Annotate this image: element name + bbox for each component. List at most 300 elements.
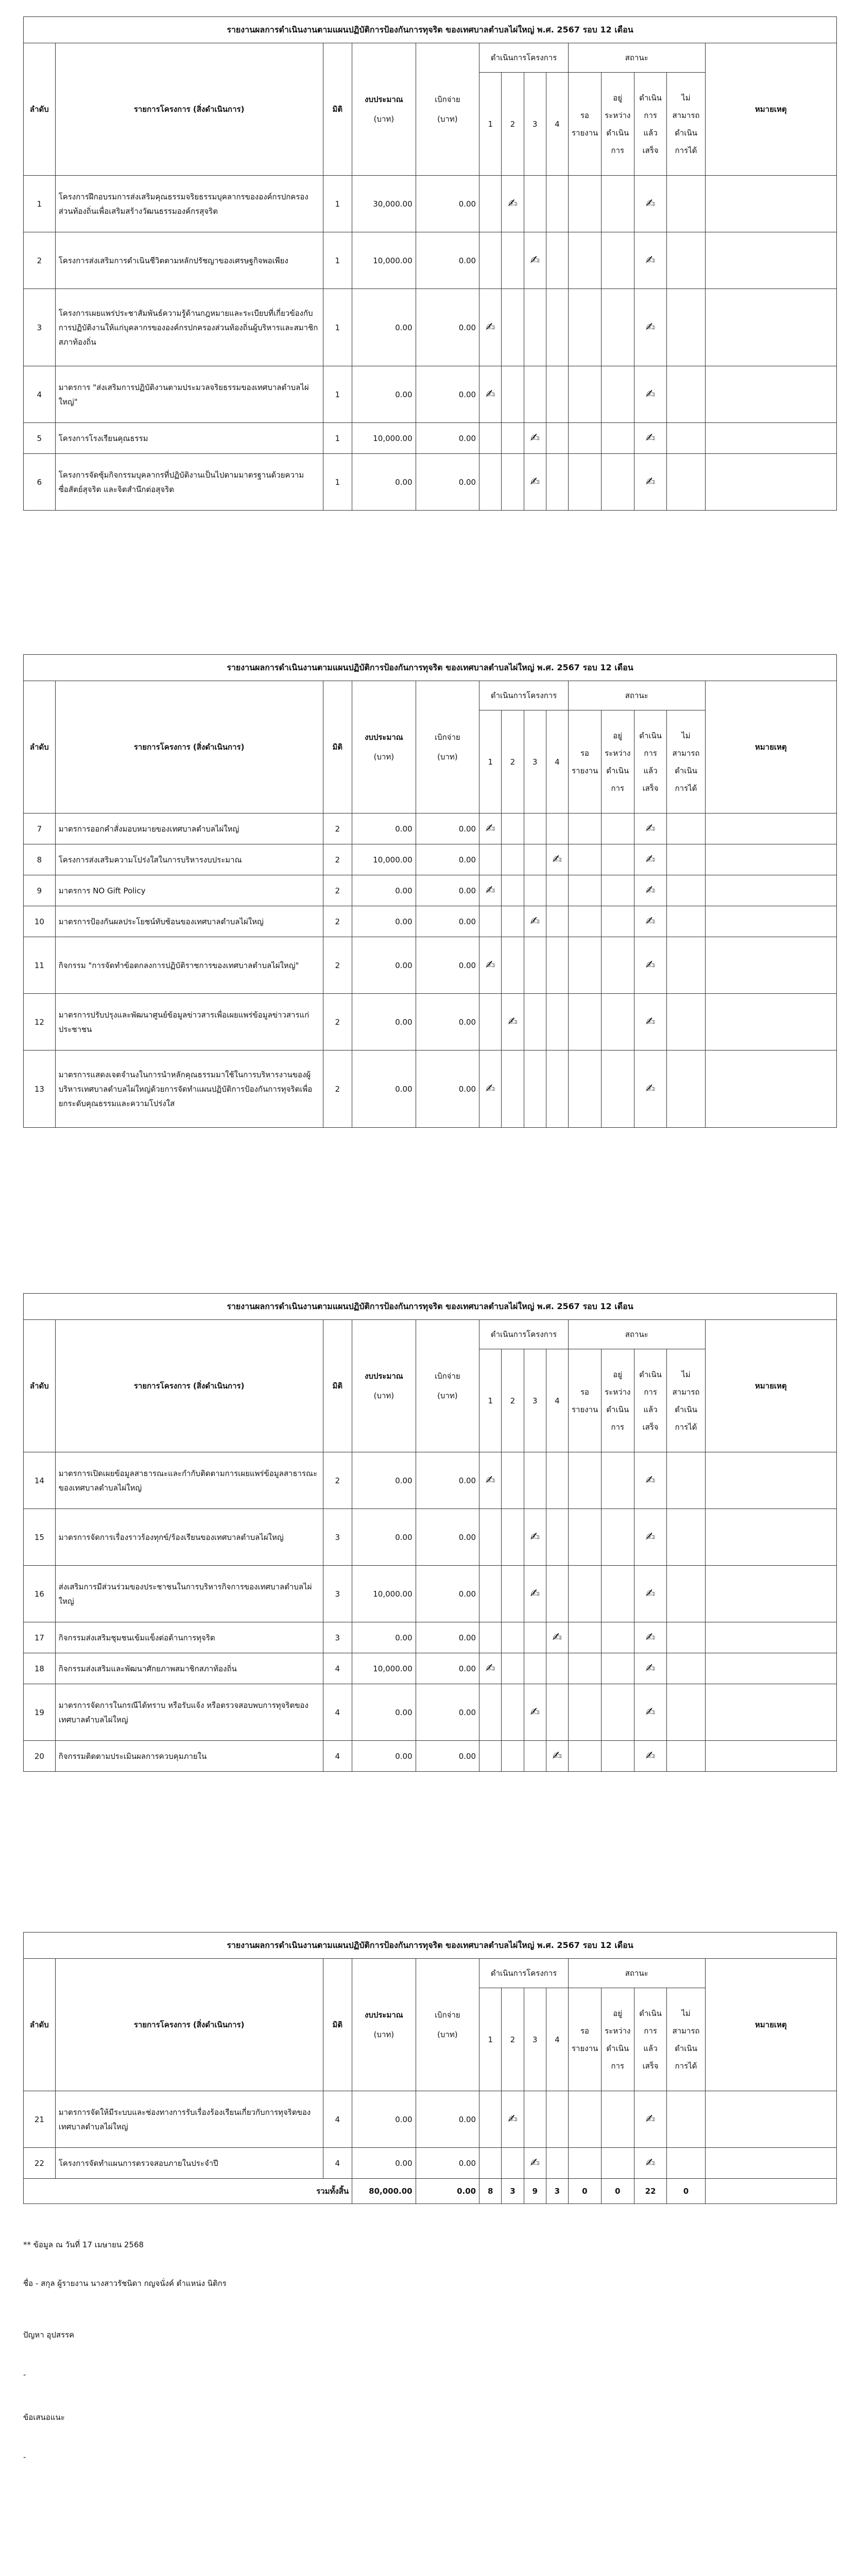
row-project-name: มาตรการเปิดเผยข้อมูลสาธารณะและกำกับติดตามการเผยแพร่ข้อมูลสาธารณะของเทศบาลตำบลไผ่ใหญ่ — [55, 1452, 323, 1509]
row-quarter-2 — [502, 937, 524, 994]
row-quarter-3 — [524, 1566, 546, 1622]
row-status-3 — [634, 1566, 667, 1622]
row-project-name: ส่งเสริมการมีส่วนร่วมของประชาชนในการบริหารกิจการของเทศบาลตำบลไผ่ใหญ่ — [55, 1566, 323, 1622]
row-dim: 4 — [323, 1684, 352, 1741]
check-mark-icon: ✍ — [645, 1531, 656, 1544]
col-header-status: สถานะ — [568, 1320, 705, 1349]
col-header-project: รายการโครงการ (สิ่งดำเนินการ) — [55, 1959, 323, 2091]
row-project-name: โครงการเผยแพร่ประชาสัมพันธ์ความรู้ด้านกฎหมายและระเบียบที่เกี่ยวข้องกับการปฏิบัติงานให้แก่บุคลากรขององค์กรปกครองส่วนท้องถิ่นผู้บริหารและสมาชิกสภาท้องถิ่น — [55, 289, 323, 366]
row-dim: 1 — [323, 423, 352, 454]
row-budget: 10,000.00 — [352, 1566, 416, 1622]
row-quarter-4 — [546, 1050, 568, 1128]
check-mark-icon: ✍ — [645, 1662, 656, 1675]
row-quarter-1 — [479, 1050, 502, 1128]
check-mark-icon: ✍ — [530, 1706, 540, 1719]
row-quarter-2 — [502, 1509, 524, 1566]
row-quarter-2 — [502, 1566, 524, 1622]
col-header-quarter-q2: 2 — [502, 1349, 524, 1452]
row-quarter-3 — [524, 1509, 546, 1566]
check-mark-icon: ✍ — [645, 1750, 656, 1762]
row-spent: 0.00 — [416, 1653, 479, 1684]
row-status-1 — [568, 814, 601, 844]
check-mark-icon: ✍ — [486, 321, 495, 334]
row-status-4 — [667, 814, 705, 844]
row-quarter-1 — [479, 1566, 502, 1622]
row-quarter-4 — [546, 1509, 568, 1566]
row-dim: 2 — [323, 1050, 352, 1128]
row-no: 9 — [24, 875, 56, 906]
table-row — [24, 1684, 837, 1741]
row-budget: 0.00 — [352, 1509, 416, 1566]
col-header-budget-unit: (บาท) — [373, 1391, 394, 1400]
row-project-name: มาตรการ NO Gift Policy — [55, 875, 323, 906]
suggestion-value: - — [23, 2452, 26, 2462]
col-header-status-doing: อยู่ระหว่างดำเนินการ — [601, 710, 634, 814]
row-budget: 0.00 — [352, 814, 416, 844]
totals-done: 22 — [634, 2179, 667, 2204]
col-header-progress: ดำเนินการโครงการ — [479, 1320, 569, 1349]
check-mark-icon: ✍ — [530, 254, 540, 267]
report-table-4 — [23, 1932, 837, 2204]
row-dim: 2 — [323, 875, 352, 906]
row-status-3 — [634, 289, 667, 366]
col-header-status-wait: รอรายงาน — [568, 710, 601, 814]
row-quarter-3 — [524, 176, 546, 232]
row-budget: 0.00 — [352, 1452, 416, 1509]
row-status-2 — [601, 1622, 634, 1653]
row-remark — [705, 814, 836, 844]
row-remark — [705, 454, 836, 511]
row-status-1 — [568, 844, 601, 875]
row-quarter-4 — [546, 2091, 568, 2148]
row-status-1 — [568, 875, 601, 906]
row-status-1 — [568, 1684, 601, 1741]
table-row — [24, 814, 837, 844]
col-header-status-cannot: ไม่สามารถดำเนินการได้ — [667, 1988, 705, 2091]
col-header-budget-unit: (บาท) — [373, 752, 394, 761]
row-quarter-1 — [479, 1452, 502, 1509]
report-title: รายงานผลการดำเนินงานตามแผนปฏิบัติการป้องกันการทุจริต ของเทศบาลตำบลไผ่ใหญ่ พ.ศ. 2567 รอบ 12 เดือน — [24, 1933, 837, 1959]
row-project-name: มาตรการจัดให้มีระบบและช่องทางการรับเรื่องร้องเรียนเกี่ยวกับการทุจริตของเทศบาลตำบลไผ่ใหญ่ — [55, 2091, 323, 2148]
row-no: 21 — [24, 2091, 56, 2148]
col-header-remark: หมายเหตุ — [705, 43, 836, 176]
row-status-3 — [634, 1741, 667, 1772]
row-quarter-2 — [502, 906, 524, 937]
col-header-quarter-q4: 4 — [546, 1349, 568, 1452]
row-status-1 — [568, 1653, 601, 1684]
row-spent: 0.00 — [416, 232, 479, 289]
row-dim: 1 — [323, 289, 352, 366]
row-remark — [705, 937, 836, 994]
row-dim: 1 — [323, 454, 352, 511]
totals-doing: 0 — [601, 2179, 634, 2204]
row-dim: 4 — [323, 2148, 352, 2179]
row-status-3 — [634, 994, 667, 1050]
row-status-2 — [601, 814, 634, 844]
col-header-budget-unit: (บาท) — [373, 114, 394, 124]
col-header-no: ลำดับ — [24, 1320, 56, 1452]
row-project-name: มาตรการแสดงเจตจำนงในการนำหลักคุณธรรมมาใช้ในการบริหารงานของผู้บริหารเทศบาลตำบลไผ่ใหญ่ด้วยการจัดทำแผนปฏิบัติการป้องกันการทุจริตเพื่อยกระดับคุณธรรมและความโปร่งใส — [55, 1050, 323, 1128]
col-header-remark: หมายเหตุ — [705, 681, 836, 814]
check-mark-icon: ✍ — [486, 959, 495, 972]
row-spent: 0.00 — [416, 176, 479, 232]
row-status-3 — [634, 1622, 667, 1653]
row-quarter-4 — [546, 844, 568, 875]
row-status-2 — [601, 844, 634, 875]
row-status-4 — [667, 875, 705, 906]
check-mark-icon: ✍ — [530, 1587, 540, 1600]
col-header-no: ลำดับ — [24, 681, 56, 814]
row-quarter-3 — [524, 814, 546, 844]
row-quarter-4 — [546, 232, 568, 289]
row-remark — [705, 1653, 836, 1684]
totals-wait: 0 — [568, 2179, 601, 2204]
row-remark — [705, 844, 836, 875]
row-status-4 — [667, 1653, 705, 1684]
row-quarter-2 — [502, 1452, 524, 1509]
row-status-3 — [634, 423, 667, 454]
check-mark-icon: ✍ — [552, 1750, 562, 1762]
check-mark-icon: ✍ — [645, 476, 656, 488]
row-spent: 0.00 — [416, 289, 479, 366]
row-budget: 0.00 — [352, 1684, 416, 1741]
col-header-spent-unit: (บาท) — [437, 2030, 458, 2039]
check-mark-icon: ✍ — [486, 1662, 495, 1675]
row-quarter-1 — [479, 875, 502, 906]
row-spent: 0.00 — [416, 844, 479, 875]
row-spent: 0.00 — [416, 454, 479, 511]
table-row — [24, 994, 837, 1050]
table-row — [24, 1050, 837, 1128]
row-budget: 0.00 — [352, 1050, 416, 1128]
row-quarter-3 — [524, 2091, 546, 2148]
row-quarter-1 — [479, 1684, 502, 1741]
row-status-2 — [601, 454, 634, 511]
col-header-project: รายการโครงการ (สิ่งดำเนินการ) — [55, 681, 323, 814]
col-header-status-wait: รอรายงาน — [568, 1349, 601, 1452]
row-no: 10 — [24, 906, 56, 937]
row-status-2 — [601, 1050, 634, 1128]
row-status-1 — [568, 1741, 601, 1772]
row-quarter-4 — [546, 176, 568, 232]
row-quarter-1 — [479, 1622, 502, 1653]
row-dim: 2 — [323, 844, 352, 875]
row-project-name: กิจกรรมส่งเสริมและพัฒนาศักยภาพสมาชิกสภาท้องถิ่น — [55, 1653, 323, 1684]
col-header-spent — [416, 681, 479, 814]
row-status-4 — [667, 2148, 705, 2179]
col-header-quarter-q3: 3 — [524, 73, 546, 176]
col-header-quarter-q1: 1 — [479, 1988, 502, 2091]
row-status-1 — [568, 1566, 601, 1622]
row-quarter-1 — [479, 232, 502, 289]
table-row — [24, 2148, 837, 2179]
row-status-2 — [601, 423, 634, 454]
row-spent: 0.00 — [416, 937, 479, 994]
row-dim: 2 — [323, 814, 352, 844]
col-header-budget-label: งบประมาณ — [365, 1371, 403, 1381]
row-quarter-1 — [479, 423, 502, 454]
row-status-1 — [568, 289, 601, 366]
row-status-2 — [601, 1684, 634, 1741]
col-header-status-cannot: ไม่สามารถดำเนินการได้ — [667, 710, 705, 814]
row-status-4 — [667, 1050, 705, 1128]
row-no: 2 — [24, 232, 56, 289]
row-quarter-1 — [479, 454, 502, 511]
check-mark-icon: ✍ — [530, 432, 540, 445]
row-project-name: มาตรการจัดการในกรณีได้ทราบ หรือรับแจ้ง หรือตรวจสอบพบการทุจริตของเทศบาลตำบลไผ่ใหญ่ — [55, 1684, 323, 1741]
row-status-1 — [568, 366, 601, 423]
row-budget: 10,000.00 — [352, 1653, 416, 1684]
row-spent: 0.00 — [416, 875, 479, 906]
row-dim: 2 — [323, 994, 352, 1050]
table-row — [24, 844, 837, 875]
totals-q2: 3 — [502, 2179, 524, 2204]
totals-remark — [705, 2179, 836, 2204]
col-header-budget — [352, 43, 416, 176]
row-status-2 — [601, 2148, 634, 2179]
col-header-no: ลำดับ — [24, 1959, 56, 2091]
row-status-1 — [568, 2091, 601, 2148]
col-header-spent-unit: (บาท) — [437, 752, 458, 761]
report-table-3 — [23, 1293, 837, 1772]
col-header-spent-label: เบิกจ่าย — [434, 2010, 460, 2020]
row-dim: 1 — [323, 176, 352, 232]
row-remark — [705, 2148, 836, 2179]
check-mark-icon: ✍ — [645, 388, 656, 401]
col-header-status-cannot: ไม่สามารถดำเนินการได้ — [667, 1349, 705, 1452]
table-row — [24, 1622, 837, 1653]
row-status-1 — [568, 1509, 601, 1566]
row-status-4 — [667, 1622, 705, 1653]
row-status-3 — [634, 232, 667, 289]
row-status-4 — [667, 844, 705, 875]
table-row — [24, 289, 837, 366]
col-header-spent — [416, 43, 479, 176]
row-quarter-1 — [479, 2091, 502, 2148]
row-quarter-3 — [524, 1653, 546, 1684]
check-mark-icon: ✍ — [645, 1015, 656, 1028]
row-no: 3 — [24, 289, 56, 366]
row-budget: 0.00 — [352, 289, 416, 366]
row-quarter-4 — [546, 289, 568, 366]
table-row — [24, 454, 837, 511]
row-status-3 — [634, 906, 667, 937]
row-quarter-3 — [524, 366, 546, 423]
row-budget: 30,000.00 — [352, 176, 416, 232]
row-status-1 — [568, 176, 601, 232]
check-mark-icon: ✍ — [645, 853, 656, 866]
row-no: 22 — [24, 2148, 56, 2179]
check-mark-icon: ✍ — [645, 1474, 656, 1487]
table-row — [24, 1452, 837, 1509]
col-header-quarter-q1: 1 — [479, 73, 502, 176]
row-quarter-3 — [524, 844, 546, 875]
col-header-quarter-q2: 2 — [502, 1988, 524, 2091]
row-project-name: กิจกรรม "การจัดทำข้อตกลงการปฏิบัติราชการของเทศบาลตำบลไผ่ใหญ่" — [55, 937, 323, 994]
row-remark — [705, 2091, 836, 2148]
totals-cannot: 0 — [667, 2179, 705, 2204]
check-mark-icon: ✍ — [552, 853, 562, 866]
table-row — [24, 906, 837, 937]
row-quarter-2 — [502, 994, 524, 1050]
row-status-1 — [568, 232, 601, 289]
row-status-4 — [667, 1684, 705, 1741]
row-project-name: โครงการส่งเสริมความโปร่งใสในการบริหารงบประมาณ — [55, 844, 323, 875]
row-remark — [705, 1050, 836, 1128]
row-quarter-1 — [479, 1509, 502, 1566]
row-status-2 — [601, 1566, 634, 1622]
row-quarter-3 — [524, 994, 546, 1050]
row-budget: 0.00 — [352, 2148, 416, 2179]
col-header-dim: มิติ — [323, 43, 352, 176]
row-project-name: โครงการโรงเรียนคุณธรรม — [55, 423, 323, 454]
row-quarter-3 — [524, 1452, 546, 1509]
row-status-3 — [634, 454, 667, 511]
row-dim: 3 — [323, 1622, 352, 1653]
check-mark-icon: ✍ — [486, 388, 495, 401]
row-no: 11 — [24, 937, 56, 994]
col-header-quarter-q3: 3 — [524, 1988, 546, 2091]
row-remark — [705, 232, 836, 289]
col-header-quarter-q4: 4 — [546, 710, 568, 814]
col-header-budget-unit: (บาท) — [373, 2030, 394, 2039]
row-status-4 — [667, 2091, 705, 2148]
row-status-1 — [568, 1050, 601, 1128]
col-header-quarter-q3: 3 — [524, 1349, 546, 1452]
table-row — [24, 1653, 837, 1684]
row-status-2 — [601, 2091, 634, 2148]
row-no: 16 — [24, 1566, 56, 1622]
row-project-name: กิจกรรมส่งเสริมชุมชนเข้มแข็งต่อต้านการทุจริต — [55, 1622, 323, 1653]
data-date-note: ** ข้อมูล ณ วันที่ 17 เมษายน 2568 — [23, 2240, 144, 2249]
row-quarter-1 — [479, 844, 502, 875]
row-status-1 — [568, 2148, 601, 2179]
row-status-3 — [634, 2091, 667, 2148]
row-quarter-1 — [479, 1741, 502, 1772]
row-budget: 0.00 — [352, 1741, 416, 1772]
suggestion-label: ข้อเสนอแนะ — [23, 2413, 65, 2422]
row-status-4 — [667, 232, 705, 289]
col-header-spent-label: เบิกจ่าย — [434, 733, 460, 742]
row-dim: 1 — [323, 232, 352, 289]
row-dim: 4 — [323, 1653, 352, 1684]
row-status-3 — [634, 1653, 667, 1684]
totals-row — [24, 2179, 837, 2204]
col-header-spent-unit: (บาท) — [437, 114, 458, 124]
check-mark-icon: ✍ — [645, 915, 656, 928]
check-mark-icon: ✍ — [645, 959, 656, 972]
row-budget: 0.00 — [352, 937, 416, 994]
col-header-progress: ดำเนินการโครงการ — [479, 43, 569, 73]
col-header-budget — [352, 1320, 416, 1452]
row-remark — [705, 1741, 836, 1772]
col-header-status-done: ดำเนินการแล้วเสร็จ — [634, 73, 667, 176]
table-row — [24, 232, 837, 289]
row-status-3 — [634, 1050, 667, 1128]
check-mark-icon: ✍ — [645, 884, 656, 897]
check-mark-icon: ✍ — [486, 1474, 495, 1487]
row-status-1 — [568, 994, 601, 1050]
row-quarter-1 — [479, 937, 502, 994]
row-quarter-3 — [524, 423, 546, 454]
row-no: 17 — [24, 1622, 56, 1653]
check-mark-icon: ✍ — [645, 2113, 656, 2126]
row-quarter-2 — [502, 2091, 524, 2148]
col-header-no: ลำดับ — [24, 43, 56, 176]
row-quarter-1 — [479, 814, 502, 844]
row-dim: 1 — [323, 366, 352, 423]
col-header-quarter-q3: 3 — [524, 710, 546, 814]
row-budget: 10,000.00 — [352, 844, 416, 875]
row-budget: 10,000.00 — [352, 232, 416, 289]
row-quarter-2 — [502, 454, 524, 511]
row-spent: 0.00 — [416, 2148, 479, 2179]
row-quarter-4 — [546, 2148, 568, 2179]
table-row — [24, 423, 837, 454]
row-no: 19 — [24, 1684, 56, 1741]
row-dim: 3 — [323, 1566, 352, 1622]
row-quarter-3 — [524, 1622, 546, 1653]
check-mark-icon: ✍ — [530, 476, 540, 488]
row-remark — [705, 366, 836, 423]
col-header-quarter-q1: 1 — [479, 1349, 502, 1452]
row-quarter-4 — [546, 1684, 568, 1741]
check-mark-icon: ✍ — [486, 822, 495, 835]
row-project-name: โครงการส่งเสริมการดำเนินชีวิตตามหลักปรัชญาของเศรษฐกิจพอเพียง — [55, 232, 323, 289]
col-header-status: สถานะ — [568, 681, 705, 710]
row-budget: 0.00 — [352, 1622, 416, 1653]
table-row — [24, 2091, 837, 2148]
row-status-1 — [568, 1622, 601, 1653]
row-status-1 — [568, 906, 601, 937]
row-spent: 0.00 — [416, 994, 479, 1050]
row-quarter-1 — [479, 1653, 502, 1684]
row-no: 5 — [24, 423, 56, 454]
col-header-status-doing: อยู่ระหว่างดำเนินการ — [601, 1349, 634, 1452]
row-quarter-1 — [479, 994, 502, 1050]
row-remark — [705, 1622, 836, 1653]
row-no: 1 — [24, 176, 56, 232]
row-budget: 0.00 — [352, 875, 416, 906]
row-project-name: มาตรการจัดการเรื่องราวร้องทุกข์/ร้องเรียนของเทศบาลตำบลไผ่ใหญ่ — [55, 1509, 323, 1566]
table-row — [24, 176, 837, 232]
row-spent: 0.00 — [416, 366, 479, 423]
row-dim: 3 — [323, 1509, 352, 1566]
row-status-1 — [568, 423, 601, 454]
row-quarter-1 — [479, 366, 502, 423]
row-status-2 — [601, 232, 634, 289]
check-mark-icon: ✍ — [486, 884, 495, 897]
row-quarter-3 — [524, 1684, 546, 1741]
totals-budget: 80,000.00 — [352, 2179, 416, 2204]
col-header-dim: มิติ — [323, 1320, 352, 1452]
row-remark — [705, 1509, 836, 1566]
row-spent: 0.00 — [416, 2091, 479, 2148]
row-status-3 — [634, 875, 667, 906]
row-project-name: โครงการจัดซุ้มกิจกรรมบุคลากรที่ปฏิบัติงานเป็นไปตามมาตรฐานด้วยความซื่อสัตย์สุจริต และจิตสำนึกต่อสุจริต — [55, 454, 323, 511]
table-row — [24, 875, 837, 906]
col-header-budget-label: งบประมาณ — [365, 733, 403, 742]
col-header-status: สถานะ — [568, 43, 705, 73]
col-header-status-doing: อยู่ระหว่างดำเนินการ — [601, 1988, 634, 2091]
row-no: 6 — [24, 454, 56, 511]
row-status-4 — [667, 1509, 705, 1566]
row-status-4 — [667, 289, 705, 366]
check-mark-icon: ✍ — [530, 1531, 540, 1544]
check-mark-icon: ✍ — [645, 1706, 656, 1719]
row-remark — [705, 1684, 836, 1741]
row-budget: 0.00 — [352, 454, 416, 511]
